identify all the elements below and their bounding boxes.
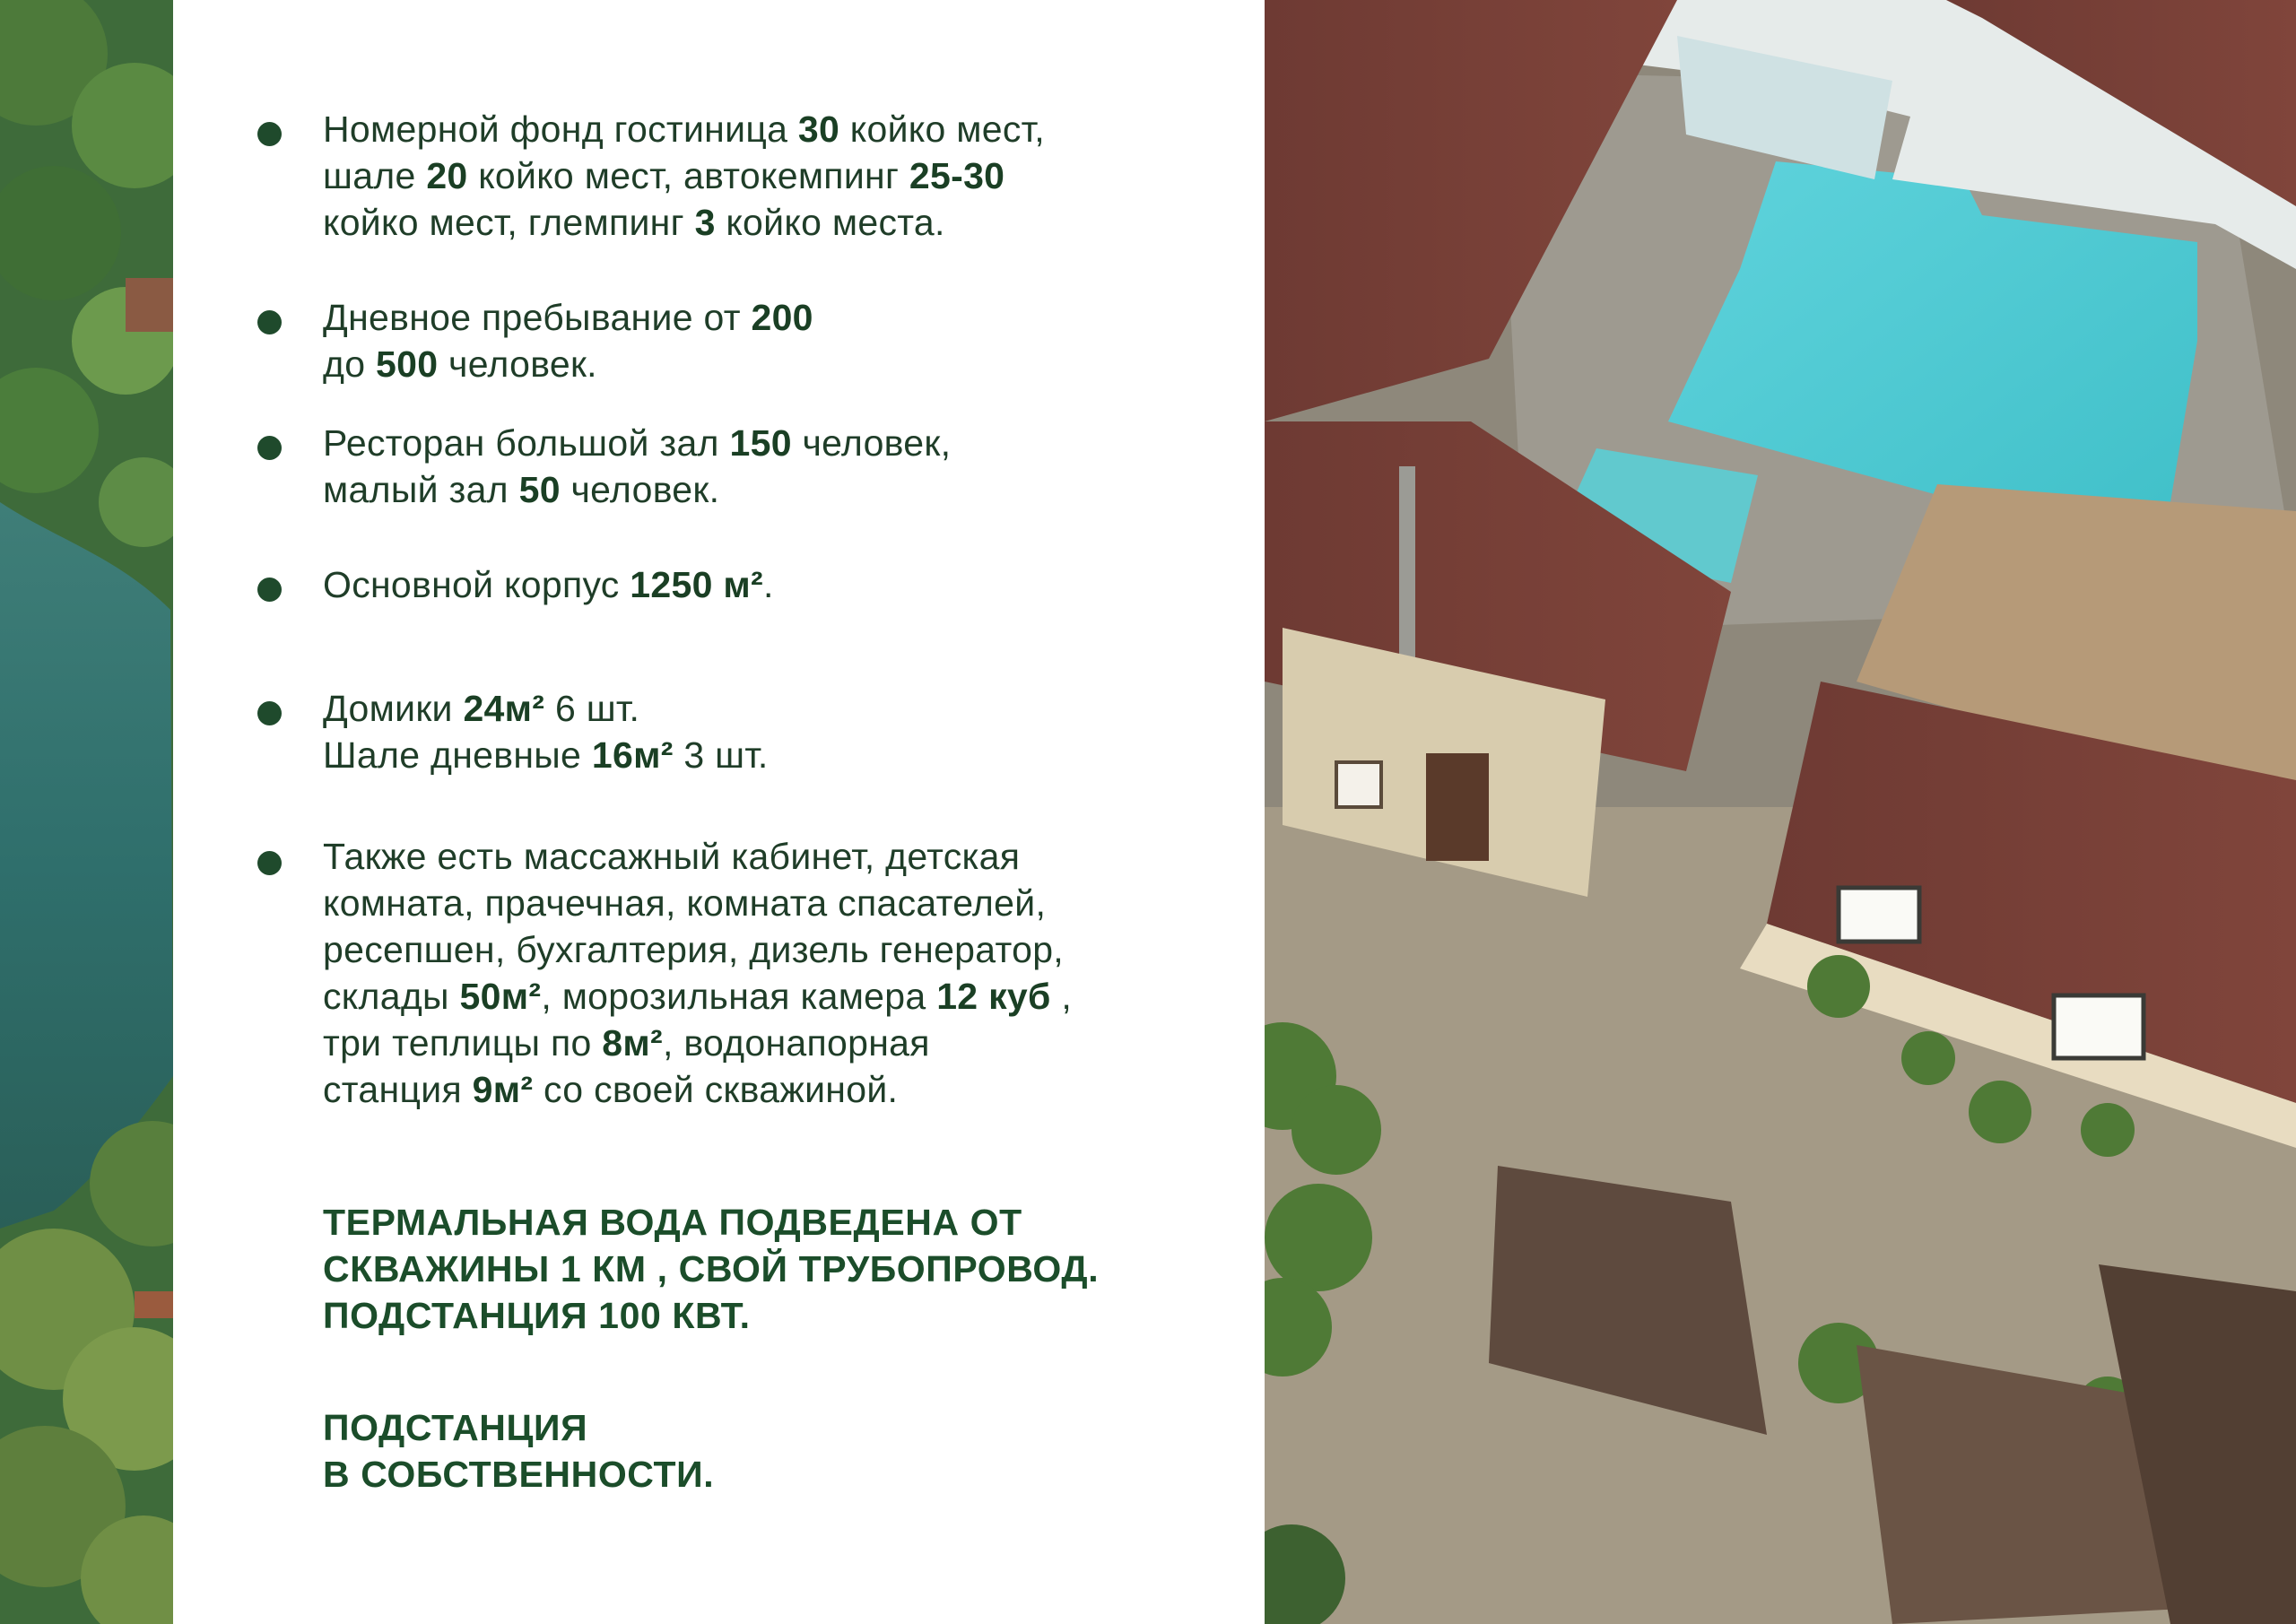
text-run: . bbox=[762, 564, 774, 605]
text-run: койко мест, автокемпинг bbox=[467, 155, 909, 196]
text-run: Дневное пребывание от bbox=[323, 297, 752, 338]
text-line bbox=[323, 152, 1220, 199]
text-line bbox=[323, 1020, 1220, 1066]
highlight-value: 9м² bbox=[472, 1069, 534, 1110]
highlight-value: 150 bbox=[729, 422, 792, 464]
highlight-value: 1250 м² bbox=[630, 564, 763, 605]
text-line bbox=[323, 685, 1220, 732]
text-run: койко места. bbox=[715, 202, 945, 243]
highlight-value: 12 куб bbox=[936, 976, 1051, 1017]
bullet-text-rooms bbox=[323, 106, 1220, 246]
text-line bbox=[323, 1066, 1220, 1113]
text-run: Шале дневные bbox=[323, 734, 592, 776]
caps-line: ПОДСТАНЦИЯ 100 КВТ. bbox=[323, 1295, 751, 1336]
text-run: Номерной фонд гостиница bbox=[323, 109, 798, 150]
bullet-dot bbox=[257, 122, 282, 146]
text-run: Также есть массажный кабинет, детская bbox=[323, 836, 1021, 877]
text-run: до bbox=[323, 343, 377, 385]
highlight-value: 20 bbox=[426, 155, 468, 196]
text-line bbox=[323, 420, 1220, 466]
bullet-text-facilities bbox=[323, 833, 1220, 1113]
text-line bbox=[323, 466, 1220, 513]
info-column bbox=[173, 0, 1265, 1624]
text-run: шале bbox=[323, 155, 427, 196]
text-run: койко мест, глемпинг bbox=[323, 202, 695, 243]
text-line bbox=[323, 199, 1220, 246]
text-line bbox=[323, 561, 1220, 608]
highlight-value: 24м² bbox=[463, 688, 545, 729]
text-run: человек. bbox=[560, 469, 720, 510]
bullet-text-restaurant bbox=[323, 420, 1220, 513]
text-run: человек. bbox=[438, 343, 597, 385]
bullet-text-cabins bbox=[323, 685, 1220, 778]
text-line bbox=[323, 106, 1220, 152]
text-line bbox=[323, 833, 1220, 880]
highlight-value: 25-30 bbox=[909, 155, 1005, 196]
caps-line: ПОДСТАНЦИЯ bbox=[323, 1407, 588, 1448]
text-line bbox=[323, 973, 1220, 1020]
text-run: , водонапорная bbox=[662, 1022, 930, 1064]
bullet-dot bbox=[257, 310, 282, 334]
text-run: комната, прачечная, комната спасателей, bbox=[323, 882, 1047, 924]
bullet-dot bbox=[257, 578, 282, 602]
highlight-value: 30 bbox=[797, 109, 840, 150]
bullet-text-main-building bbox=[323, 561, 1220, 608]
text-run: станция bbox=[323, 1069, 473, 1110]
text-run: 6 шт. bbox=[544, 688, 640, 729]
text-line bbox=[323, 341, 1220, 387]
text-run: Основной корпус bbox=[323, 564, 631, 605]
caps-line: СКВАЖИНЫ 1 КМ , СВОЙ ТРУБОПРОВОД. bbox=[323, 1248, 1100, 1290]
highlight-value: 200 bbox=[751, 297, 813, 338]
substation-note bbox=[323, 1404, 1220, 1498]
caps-line: В СОБСТВЕННОСТИ. bbox=[323, 1454, 715, 1495]
text-line bbox=[323, 880, 1220, 926]
text-line bbox=[323, 294, 1220, 341]
text-run: Домики bbox=[323, 688, 464, 729]
river-photo bbox=[0, 0, 173, 1624]
highlight-value: 16м² bbox=[591, 734, 674, 776]
aerial-pool-photo bbox=[1265, 0, 2296, 1624]
highlight-value: 8м² bbox=[602, 1022, 663, 1064]
text-run: , bbox=[1050, 976, 1073, 1017]
text-run: 3 шт. bbox=[673, 734, 769, 776]
text-run: малый зал bbox=[323, 469, 519, 510]
highlight-value: 50 bbox=[518, 469, 561, 510]
bullet-dot bbox=[257, 701, 282, 725]
thermal-water-note bbox=[323, 1199, 1220, 1339]
highlight-value: 500 bbox=[376, 343, 439, 385]
highlight-value: 3 bbox=[694, 202, 716, 243]
text-run: человек, bbox=[791, 422, 952, 464]
text-run: ресепшен, бухгалтерия, дизель генератор, bbox=[323, 929, 1064, 970]
bullet-dot bbox=[257, 851, 282, 875]
bullet-text-day-stay bbox=[323, 294, 1220, 387]
text-run: со своей скважиной. bbox=[533, 1069, 899, 1110]
text-run: Ресторан большой зал bbox=[323, 422, 730, 464]
text-run: три теплицы по bbox=[323, 1022, 603, 1064]
text-run: койко мест, bbox=[839, 109, 1045, 150]
caps-line: ТЕРМАЛЬНАЯ ВОДА ПОДВЕДЕНА ОТ bbox=[323, 1202, 1022, 1243]
aerial-pool-graphic bbox=[1265, 0, 2296, 1624]
river-photo-graphic bbox=[0, 0, 173, 1624]
text-line bbox=[323, 732, 1220, 778]
bullet-dot bbox=[257, 436, 282, 460]
text-run: , морозильная камера bbox=[541, 976, 937, 1017]
text-run: склады bbox=[323, 976, 460, 1017]
text-line bbox=[323, 926, 1220, 973]
highlight-value: 50м² bbox=[459, 976, 542, 1017]
